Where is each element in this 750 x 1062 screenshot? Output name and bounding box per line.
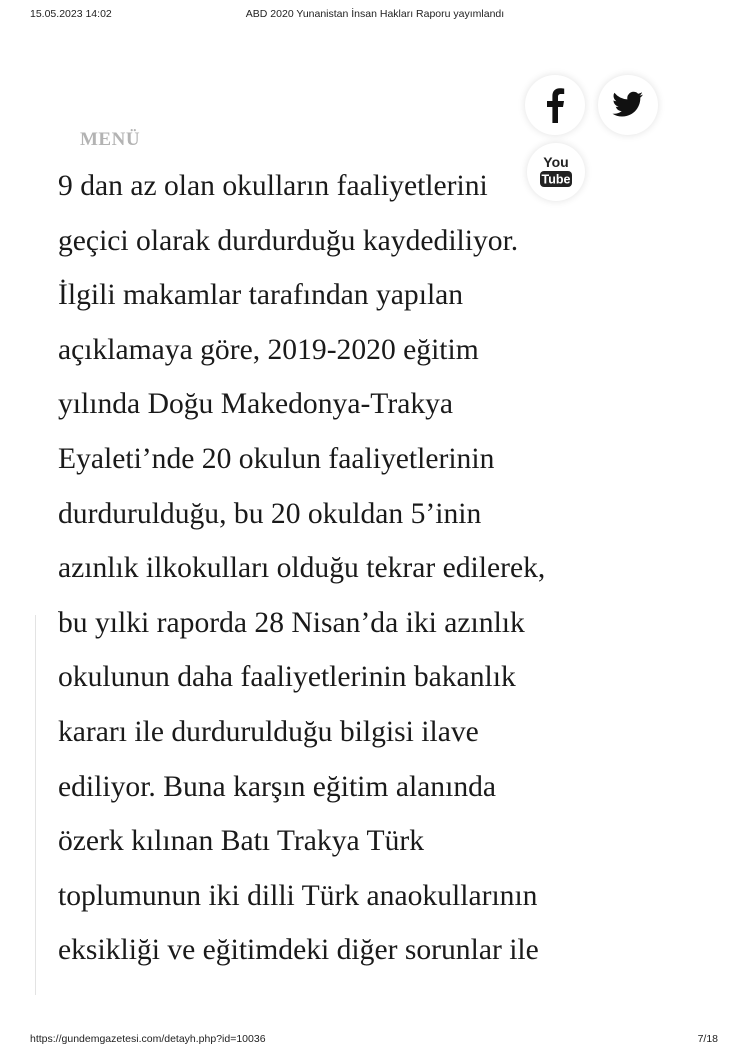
youtube-icon [536, 152, 576, 192]
article-body [58, 159, 718, 978]
facebook-button[interactable] [525, 75, 585, 135]
menu-button[interactable]: MENÜ [80, 129, 141, 150]
article-line: Eyaleti’nde 20 okulun faaliyetlerinin [58, 442, 495, 475]
twitter-button[interactable] [598, 75, 658, 135]
article-line: geçici olarak durdurduğu kaydediliyor. [58, 224, 519, 257]
facebook-icon [544, 87, 566, 123]
article-line: azınlık ilkokulları olduğu tekrar edilerek, [58, 552, 546, 585]
article-line: eksikliği ve eğitimdeki diğer sorunlar ile [58, 934, 539, 967]
twitter-icon [612, 91, 644, 119]
article-line: yılında Doğu Makedonya-Trakya [58, 388, 454, 421]
print-datetime: 15.05.2023 14:02 [30, 8, 112, 20]
print-url: https://gundemgazetesi.com/detayh.php?id=10036 [30, 1033, 266, 1045]
article-line: toplumunun iki dilli Türk anaokullarının [58, 879, 538, 912]
article-line: kararı ile durdurulduğu bilgisi ilave [58, 715, 479, 748]
article-line: okulunun daha faaliyetlerinin bakanlık [58, 661, 516, 694]
article-line: özerk kılınan Batı Trakya Türk [58, 825, 425, 858]
print-page-title: ABD 2020 Yunanistan İnsan Hakları Raporu yayımlandı [245, 8, 505, 20]
youtube-icon-top-text: You [543, 154, 569, 170]
article-line: açıklamaya göre, 2019-2020 eğitim [58, 333, 479, 366]
article-line: durdurulduğu, bu 20 okuldan 5’inin [58, 497, 482, 530]
print-page-number: 7/18 [697, 1033, 718, 1045]
print-header [0, 8, 750, 24]
article-line: bu yılki raporda 28 Nisan’da iki azınlık [58, 606, 525, 639]
print-footer [0, 1033, 750, 1049]
youtube-icon-bottom-text: Tube [541, 172, 571, 187]
article-line: 9 dan az olan okulların faaliyetlerini [58, 170, 488, 202]
content-divider [35, 615, 36, 995]
article-line: İlgili makamlar tarafından yapılan [58, 279, 464, 312]
article-line: ediliyor. Buna karşın eğitim alanında [58, 770, 497, 803]
youtube-button[interactable] [527, 143, 585, 201]
